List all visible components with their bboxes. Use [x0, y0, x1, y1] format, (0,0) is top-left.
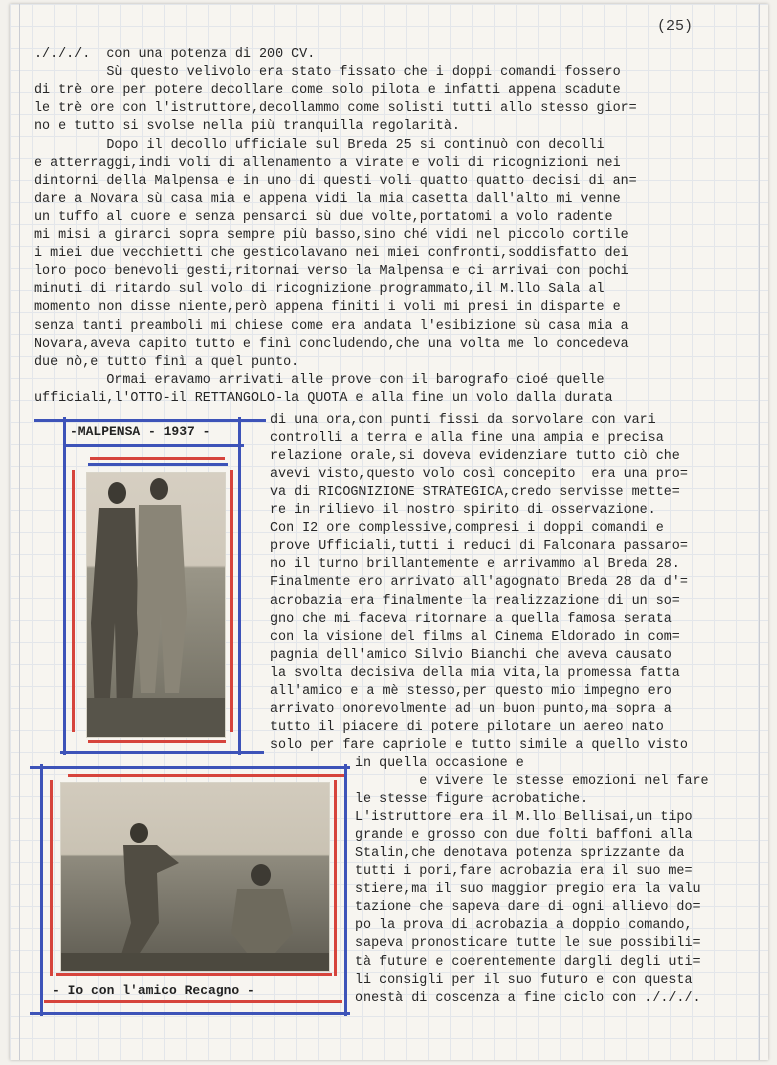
side-text-line: prove Ufficiali,tutti i reduci di Falconara passaro= [270, 539, 688, 555]
side-text-line: stiere,ma il suo maggior pregio era la valu [355, 882, 701, 898]
text-line: Dopo il decollo ufficiale sul Breda 25 si continuò con decolli [34, 137, 605, 153]
side-text-line: grande e grosso con due folti baffoni alla [355, 828, 693, 844]
side-text-line: po la prova di acrobazia a doppio comando, [355, 918, 693, 934]
text-line: no e tutto si svolse nella più tranquilla regolarità. [34, 119, 460, 135]
frame-line [68, 774, 346, 777]
frame-line [344, 764, 347, 1016]
text-line: loro poco benevoli gesti,ritornai verso la Malpensa e ci arrivai con pochi [34, 264, 629, 280]
side-text-line: con la visione del films al Cinema Eldorado in com= [270, 629, 680, 645]
side-text-line: Stalin,che denotava potenza sprizzante da [355, 846, 685, 862]
side-text-line: onestà di coscenza a fine ciclo con ./././. [355, 990, 701, 1006]
side-text-line: e vivere le stesse emozioni nel fare [355, 774, 709, 789]
text-line: di trè ore per potere decollare come solo pilota e infatti appena scadute [34, 83, 621, 99]
side-text-line: Con I2 ore complessive,compresi i doppi comandi e [270, 521, 664, 537]
text-line: ufficiali,l'OTTO-il RETTANGOLO-la QUOTA e alla fine un volo dalla durata [34, 390, 613, 406]
frame-line [334, 780, 337, 976]
frame-line [88, 463, 228, 466]
text-line: e atterraggi,indi voli di allenamento a virate e voli di ricognizioni nei [34, 155, 621, 171]
photo-caption-recagno: - Io con l'amico Recagno - [52, 983, 255, 998]
text-line: dare a Novara sù casa mia e appena vidi la mia casetta dall'alto mi venne [34, 191, 621, 207]
text-line: le trè ore con l'istruttore,decollammo come solisti tutti allo stesso gior= [34, 101, 637, 117]
text-line: Novara,aveva capito tutto e finì concludendo,che una volta me lo concedeva [34, 336, 629, 352]
margin-line [759, 4, 760, 1060]
text-line: momento non disse niente,però appena finiti i voli mi presi in disparte e [34, 300, 621, 316]
side-text-line: acrobazia era finalmente la realizzazione di un so= [270, 593, 680, 609]
side-text-line: L'istruttore era il M.llo Bellisai,un tipo [355, 810, 693, 826]
frame-line [50, 780, 53, 976]
frame-line [66, 444, 244, 447]
side-text-line: li consigli per il suo futuro e con questa [355, 972, 693, 988]
side-text-line: all'amico e a mè stesso,per questo mio impegno ero [270, 683, 672, 699]
side-text-line: gno che mi faceva ritornare a quella famosa serata [270, 611, 672, 627]
frame-line [56, 973, 332, 976]
side-text-line: pagnia dell'amico Silvio Bianchi che aveva causato [270, 647, 672, 663]
side-text-line: in quella occasione e [355, 755, 524, 771]
side-text-line: tazione che sapeva dare di ogni allievo do= [355, 900, 701, 916]
text-line: i miei due vecchietti che gesticolavano nei miei confronti,soddisfatto dei [34, 246, 629, 262]
side-text-line: la svolta decisiva della mia vita,la promessa fatta [270, 665, 680, 681]
frame-line [88, 740, 226, 743]
side-text-line: solo per fare capriole e tutto simile a quello visto [270, 737, 688, 753]
text-line: senza tanti preamboli mi chiese come era andata l'esibizione sù casa mia a [34, 318, 629, 334]
frame-line [34, 419, 266, 422]
side-text-line: sapeva pronosticare tutte le sue possibili= [355, 936, 701, 952]
frame-line [238, 417, 241, 755]
text-line: ./././. con una potenza di 200 CV. [34, 47, 316, 62]
text-line: mi misi a girarci sopra sempre più basso,sino ché vidi nel piccolo cortile [34, 228, 629, 243]
side-text-line: avevi visto,questo volo così concepito era una pro= [270, 467, 688, 483]
side-text-line: no il turno brillantemente e arrivammo al Breda 28. [270, 557, 680, 573]
frame-line [72, 470, 75, 732]
side-text-line: tutto il piacere di potere pilotare un aereo nato [270, 719, 664, 735]
side-text-line: controlli a terra e alla fine una ampia e precisa [270, 431, 664, 447]
photo-two-men-field [60, 782, 330, 972]
frame-line [40, 764, 43, 1016]
side-text-line: le stesse figure acrobatiche. [355, 792, 589, 808]
text-line: minuti di ritardo sul volo di ricognizione programmato,il M.llo Sala al [34, 282, 605, 298]
side-text-line: tutti i pori,fare acrobazia era il suo me= [355, 864, 693, 880]
side-text-line: Finalmente ero arrivato all'agognato Breda 28 da d'= [270, 575, 688, 591]
frame-line [44, 1000, 342, 1003]
side-text-line: tà future e coerentemente dargli degli uti= [355, 954, 701, 970]
text-line: Sù questo velivolo era stato fissato che i doppi comandi fossero [34, 65, 621, 81]
side-text-line: re in rilievo il nostro spirito di osservazione. [270, 503, 656, 519]
frame-line [63, 417, 66, 755]
frame-line [60, 751, 264, 754]
side-text-line: di una ora,con punti fissi da sorvolare con vari [270, 413, 656, 428]
margin-line [19, 4, 20, 1060]
frame-line [30, 766, 350, 769]
text-line: Ormai eravamo arrivati alle prove con il barografo cioé quelle [34, 372, 605, 388]
frame-line [230, 470, 233, 732]
text-line: due nò,e tutto finì a quel punto. [34, 354, 300, 370]
text-line: un tuffo al cuore e senza pensarci sù due volte,portatomi a volo radente [34, 209, 613, 225]
photo-two-pilots [86, 472, 226, 738]
photo-caption-malpensa: -MALPENSA - 1937 - [70, 424, 211, 439]
side-text-line: relazione orale,si doveva evidenziare tutto ciò che [270, 449, 680, 465]
frame-line [30, 1012, 350, 1015]
side-text-line: arrivato onorevolmente ad un buon punto,ma sopra a [270, 701, 672, 717]
frame-line [90, 457, 225, 460]
side-text-line: va di RICOGNIZIONE STRATEGICA,credo servisse mette= [270, 485, 680, 501]
photo-two-pilots-image [87, 473, 225, 737]
page-number: (25) [657, 18, 694, 35]
photo-two-men-field-image [61, 783, 329, 971]
text-line: dintorni della Malpensa e in uno di questi voli quatto quatto decisi di an= [34, 173, 637, 189]
